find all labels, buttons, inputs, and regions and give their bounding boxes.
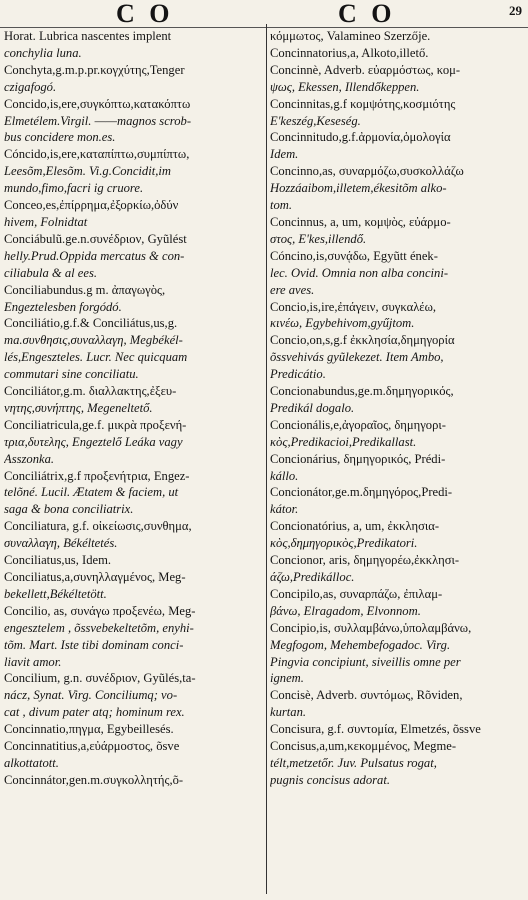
entry-line: Concilium, g.n. συνέδριον, Gyũlés,ta- (4, 671, 196, 686)
entry-line: ma.συνθησις,συναλλαγη, Megbékél- (4, 333, 183, 348)
entry-line: Conciliatura, g.f. οἰκείωσις,συνθημα, (4, 519, 192, 534)
entry-line: Concinnatio,πηγμα, Egybeillesés. (4, 722, 174, 737)
dictionary-entry (270, 28, 524, 45)
entry-line: Concionárius, δημηγορικός, Prédi- (270, 451, 446, 466)
entry-line: telõné. Lucil. Ætatem & faciem, ut (4, 485, 179, 500)
entry-line: Pingvia concipiunt, siveillis omne per (270, 654, 461, 669)
dictionary-entry (270, 552, 524, 586)
entry-line: E'keszég,Keseség. (270, 113, 361, 128)
entry-line: Asszonka. (4, 451, 55, 466)
entry-line: lec. Ovid. Omnia non alba concini- (270, 265, 449, 280)
dictionary-entry (270, 96, 524, 130)
entry-line: pugnis concisus adorat. (270, 772, 390, 787)
entry-line: lés,Engeszteles. Lucr. Nec quicquam (4, 350, 188, 365)
entry-line: Horat. Lubrica nascentes implent (4, 29, 172, 43)
dictionary-entry (4, 28, 260, 62)
entry-line: Conciliabundus.g m. ἀπαγωγὸς, (4, 282, 166, 297)
dictionary-entry (4, 197, 260, 231)
entry-line: engesztelem , õssvebekeltetõm, enyhi- (4, 620, 194, 635)
entry-line: saga & bona conciliatrix. (4, 502, 134, 517)
entry-line: ere aves. (270, 282, 315, 297)
entry-line: kátor. (270, 502, 299, 517)
entry-line: Concionabundus,ge.m.δημηγορικός, (270, 384, 454, 399)
entry-line: ψως, Ekessen, Illendőkeppen. (270, 79, 420, 94)
dictionary-entry (270, 163, 524, 214)
entry-line: cat , divum pater atq; hominum rex. (4, 705, 185, 720)
entry-line: Concisus,a,um,κεκομμένος, Megme- (270, 739, 457, 754)
entry-line: Cóncino,is,συνᾴδω, Egyũtt ének- (270, 248, 438, 263)
entry-line: Concinnè, Adverb. εὐαρμόστως, κομ- (270, 62, 461, 77)
entry-line: Conciliatus,us, Idem. (4, 553, 112, 568)
dictionary-entry (270, 586, 524, 620)
dictionary-entry (4, 282, 260, 316)
entry-line: Concipio,is, συλλαμβάνω,ὑπολαμβάνω, (270, 620, 472, 635)
entry-line: Leesõm,Elesõm. Vi.g.Concidit,im (4, 164, 171, 179)
dictionary-entry (4, 772, 260, 789)
entry-line: Concionatórius, a, um, ἐκκλησια- (270, 519, 440, 534)
dictionary-entry (4, 96, 260, 147)
dictionary-entry (270, 484, 524, 518)
entry-line: Conciábulũ.ge.n.συνέδριον, Gyũlést (4, 231, 187, 246)
dictionary-entry (270, 129, 524, 163)
right-column (270, 28, 524, 789)
dictionary-entry (270, 738, 524, 789)
entry-line: κὸς,δημηγορικὸς,Predikatori. (270, 536, 418, 551)
entry-line: Concisura, g.f. συντομία, Elmetzés, õssve (270, 722, 481, 737)
entry-line: κινέω, Egybehivom,gyűjtom. (270, 316, 415, 331)
entry-line: νητης,συνήπτης, Megeneltető. (4, 400, 153, 415)
entry-line: κόμμωτος, Valamineo Szerzője. (270, 29, 431, 43)
entry-line: Concinnátor,gen.m.συγκολλητής,õ- (4, 772, 184, 787)
entry-line: Predikál dogalo. (270, 400, 355, 415)
dictionary-entry (4, 569, 260, 603)
entry-line: nácz, Synat. Virg. Conciliumq; vo- (4, 688, 178, 703)
dictionary-entry (4, 231, 260, 282)
dictionary-entry (270, 248, 524, 299)
dictionary-entry (4, 146, 260, 197)
entry-line: Concionor, aris, δημηγορέω,ἐκκλησι- (270, 553, 460, 568)
dictionary-entry (270, 214, 524, 248)
dictionary-entry (4, 738, 260, 772)
entry-line: Concinnatitius,a,εὐάρμοστος, õsve (4, 739, 180, 754)
entry-line: Conceo,es,ἐπίρρημα,ἐξορκίω,ὀδύν (4, 198, 179, 213)
entry-line: Concido,is,ere,συγκόπτω,κατακόπτω (4, 96, 191, 111)
entry-line: bekellett,Békéltetött. (4, 586, 107, 601)
entry-line: liavit amor. (4, 654, 62, 669)
entry-line: Cóncido,is,ere,καταπίπτω,συμπίπτω, (4, 147, 190, 162)
entry-line: Conciliátor,g.m. διαλλακτης,ἐξευ- (4, 384, 177, 399)
entry-line: συναλλαγη, Békéltetés. (4, 536, 118, 551)
entry-line: Conchyta,g.m.p.pr.κογχύτης,Tenger (4, 62, 185, 77)
entry-line: alkottatott. (4, 755, 59, 770)
entry-line: Hozzáaibom,illetem,ékesitõm alko- (270, 181, 447, 196)
dictionary-entry (270, 518, 524, 552)
dictionary-entry (270, 417, 524, 451)
entry-line: Concio,is,ire,ἐπάγειν, συγκαλέω, (270, 299, 437, 314)
dictionary-entry (270, 332, 524, 383)
entry-line: Concilio, as, συνάγω προξενέω, Meg- (4, 603, 196, 618)
entry-line: Conciliátrix,g.f προξενήτρια, Engez- (4, 468, 190, 483)
dictionary-entry (270, 62, 524, 96)
entry-line: Idem. (270, 147, 299, 162)
entry-line: Concinnus, a, um, κομψὸς, εὐάρμο- (270, 214, 451, 229)
entry-line: Concinnitudo,g.f.ἀρμονία,ὁμολογία (270, 130, 451, 145)
left-running-head: C O (116, 0, 174, 28)
entry-line: helly.Prud.Oppida mercatus & con- (4, 248, 185, 263)
entry-line: τρια,δυτελης, Engeztelő Leáka vagy (4, 434, 183, 449)
entry-line: Concio,on,s,g.f ἐκκλησία,δημηγορία (270, 333, 455, 348)
entry-line: kurtan. (270, 705, 307, 720)
entry-line: ciliabula & al ees. (4, 265, 98, 280)
entry-line: Conciliátio,g.f.& Conciliátus,us,g. (4, 316, 178, 331)
column-divider (266, 24, 267, 894)
dictionary-entry (4, 670, 260, 721)
entry-line: mundo,fimo,facri ig cruore. (4, 181, 144, 196)
entry-line: kállo. (270, 468, 299, 483)
dictionary-entry (4, 721, 260, 738)
entry-line: Predicátio. (270, 367, 326, 382)
right-running-head: C O (338, 0, 396, 28)
entry-line: conchylia luna. (4, 45, 82, 60)
dictionary-entry (4, 315, 260, 383)
entry-line: κὸς,Predikacioi,Predikallast. (270, 434, 417, 449)
dictionary-entry (270, 45, 524, 62)
entry-line: Conciliatus,a,συνηλλαγμένος, Meg- (4, 570, 186, 584)
entry-line: άζω,Predikálloc. (270, 570, 355, 584)
entry-line: Concisè, Adverb. συντόμως, Rõviden, (270, 688, 463, 703)
dictionary-entry (4, 603, 260, 671)
dictionary-entry (4, 552, 260, 569)
entry-line: Elmetélem.Virgil. ——magnos scrob- (4, 113, 192, 128)
dictionary-entry (270, 721, 524, 738)
entry-line: tõm. Mart. Iste tibi dominam conci- (4, 637, 184, 652)
entry-line: ignem. (270, 671, 304, 686)
dictionary-entry (4, 417, 260, 468)
entry-line: Engeztelesben forgódó. (4, 299, 122, 314)
entry-line: Megfogom, Mehembefogadoc. Virg. (270, 637, 451, 652)
entry-line: Concionátor,ge.m.δημηγόρος,Predi- (270, 485, 453, 500)
entry-line: βάνω, Elragadom, Elvonnom. (270, 603, 421, 618)
entry-line: Concionális,e,ἀγοραῖος, δημηγορι- (270, 417, 446, 432)
entry-line: czigafogó. (4, 79, 57, 94)
page-number: 29 (509, 3, 522, 18)
dictionary-entry (270, 687, 524, 721)
dictionary-entry (270, 451, 524, 485)
entry-line: tom. (270, 198, 293, 213)
entry-line: Concipilo,as, συναρπάζω, ἐπιλαμ- (270, 586, 443, 601)
entry-line: Concinno,as, συναρμόζω,συσκολλάζω (270, 164, 464, 179)
entry-line: télt,metzetőr. Juv. Pulsatus rogat, (270, 755, 437, 770)
dictionary-entry (4, 383, 260, 417)
dictionary-entry (270, 620, 524, 688)
entry-line: στος, E'kes,illendő. (270, 231, 367, 246)
entry-line: Concinnatorius,a, Alkoto,illető. (270, 45, 429, 60)
entry-line: õssvehivás gyũlekezet. Item Ambo, (270, 350, 444, 365)
dictionary-entry (270, 299, 524, 333)
entry-line: commutari sine conciliatu. (4, 367, 139, 382)
left-column (4, 28, 260, 789)
dictionary-entry (270, 383, 524, 417)
entry-line: Conciliatricula,ge.f. μικρὰ προξενή- (4, 417, 187, 432)
dictionary-entry (4, 468, 260, 519)
entry-line: Concinnitas,g.f κομψότης,κοσμιότης (270, 96, 456, 111)
dictionary-entry (4, 518, 260, 552)
dictionary-entry (4, 62, 260, 96)
entry-line: bus concidere mon.es. (4, 130, 116, 145)
entry-line: hivem, Folnidtat (4, 214, 88, 229)
